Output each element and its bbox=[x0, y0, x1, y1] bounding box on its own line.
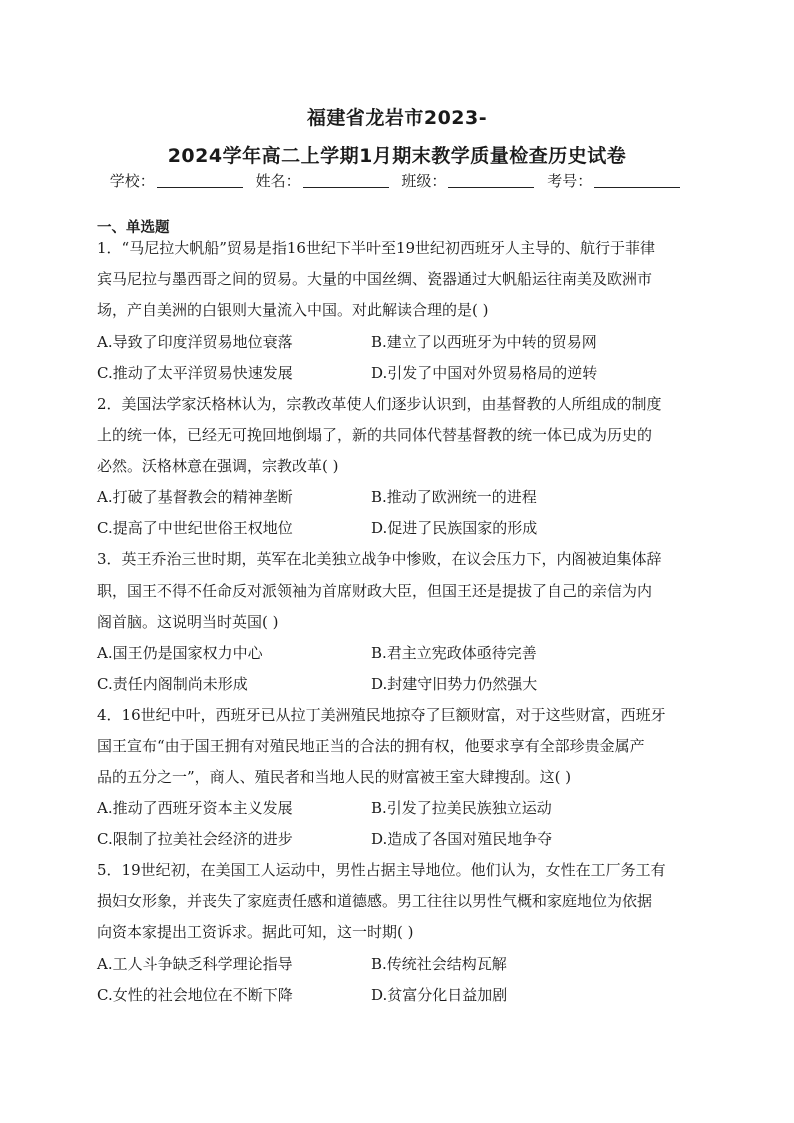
class-label: 班级： bbox=[401, 172, 447, 190]
exam-number-label: 考号： bbox=[547, 172, 593, 190]
question-text-line: 向资本家提出工资诉求。据此可知，这一时期( ) bbox=[97, 923, 414, 941]
student-info-row bbox=[0, 170, 794, 191]
school-blank[interactable] bbox=[157, 172, 243, 188]
question-text-line: 阁首脑。这说明当时英国( ) bbox=[97, 613, 279, 631]
question-text-line: 宾马尼拉与墨西哥之间的贸易。大量的中国丝绸、瓷器通过大帆船运往南美及欧洲市 bbox=[97, 270, 653, 288]
exam-number-blank[interactable] bbox=[594, 172, 680, 188]
option-d[interactable]: D.造成了各国对殖民地争夺 bbox=[371, 830, 553, 848]
class-blank[interactable] bbox=[448, 172, 534, 188]
option-b[interactable]: B.君主立宪政体亟待完善 bbox=[371, 644, 537, 662]
question-text-line: 2．美国法学家沃格林认为，宗教改革使人们逐步认识到，由基督教的人所组成的制度 bbox=[97, 395, 662, 413]
name-label: 姓名： bbox=[255, 172, 301, 190]
option-b[interactable]: B.引发了拉美民族独立运动 bbox=[371, 799, 552, 817]
question-text-line: 上的统一体，已经无可挽回地倒塌了，新的共同体代替基督教的统一体已成为历史的 bbox=[97, 426, 653, 444]
option-c[interactable]: C.提高了中世纪世俗王权地位 bbox=[97, 519, 293, 537]
option-a[interactable]: A.打破了基督教会的精神垄断 bbox=[97, 488, 293, 506]
question-text-line: 职，国王不得不任命反对派领袖为首席财政大臣，但国王还是提拔了自己的亲信为内 bbox=[97, 582, 653, 600]
question-text-line: 5．19世纪初，在美国工人运动中，男性占据主导地位。他们认为，女性在工厂务工有 bbox=[97, 861, 666, 879]
option-a[interactable]: A.工人斗争缺乏科学理论指导 bbox=[97, 955, 293, 973]
question-text-line: 损妇女形象，并丧失了家庭责任感和道德感。男工往往以男性气概和家庭地位为依据 bbox=[97, 892, 653, 910]
option-d[interactable]: D.封建守旧势力仍然强大 bbox=[371, 675, 538, 693]
option-d[interactable]: D.贫富分化日益加剧 bbox=[371, 986, 508, 1004]
question-text-line: 品的五分之一”，商人、殖民者和当地人民的财富被王室大肆搜刮。这( ) bbox=[97, 768, 572, 786]
option-d[interactable]: D.促进了民族国家的形成 bbox=[371, 519, 538, 537]
option-a[interactable]: A.国王仍是国家权力中心 bbox=[97, 644, 263, 662]
option-b[interactable]: B.推动了欧洲统一的进程 bbox=[371, 488, 537, 506]
option-c[interactable]: C.限制了拉美社会经济的进步 bbox=[97, 830, 293, 848]
question-text-line: 1．“马尼拉大帆船”贸易是指16世纪下半叶至19世纪初西班牙人主导的、航行于菲律 bbox=[97, 239, 656, 257]
question-text-line: 4．16世纪中叶，西班牙已从拉丁美洲殖民地掠夺了巨额财富，对于这些财富，西班牙 bbox=[97, 706, 666, 724]
school-label: 学校： bbox=[109, 172, 155, 190]
question-text-line: 场，产自美洲的白银则大量流入中国。对此解读合理的是( ) bbox=[97, 301, 489, 319]
question-text-line: 3．英王乔治三世时期，英军在北美独立战争中惨败，在议会压力下，内阁被迫集体辞 bbox=[97, 550, 662, 568]
exam-title-line-2: 2024学年高二上学期1月期末教学质量检查历史试卷 bbox=[167, 145, 627, 167]
option-d[interactable]: D.引发了中国对外贸易格局的逆转 bbox=[371, 364, 598, 382]
name-blank[interactable] bbox=[303, 172, 389, 188]
option-a[interactable]: A.推动了西班牙资本主义发展 bbox=[97, 799, 293, 817]
question-text-line: 国王宣布“由于国王拥有对殖民地正当的合法的拥有权，他要求享有全部珍贵金属产 bbox=[97, 737, 645, 755]
option-b[interactable]: B.建立了以西班牙为中转的贸易网 bbox=[371, 333, 597, 351]
question-text-line: 必然。沃格林意在强调，宗教改革( ) bbox=[97, 457, 339, 475]
option-a[interactable]: A.导致了印度洋贸易地位衰落 bbox=[97, 333, 293, 351]
option-c[interactable]: C.推动了太平洋贸易快速发展 bbox=[97, 364, 293, 382]
option-c[interactable]: C.女性的社会地位在不断下降 bbox=[97, 986, 293, 1004]
section-heading: 一、单选题 bbox=[97, 220, 170, 236]
option-b[interactable]: B.传统社会结构瓦解 bbox=[371, 955, 507, 973]
option-c[interactable]: C.责任内阁制尚未形成 bbox=[97, 675, 248, 693]
exam-title-line-1: 福建省龙岩市2023- bbox=[306, 107, 488, 129]
